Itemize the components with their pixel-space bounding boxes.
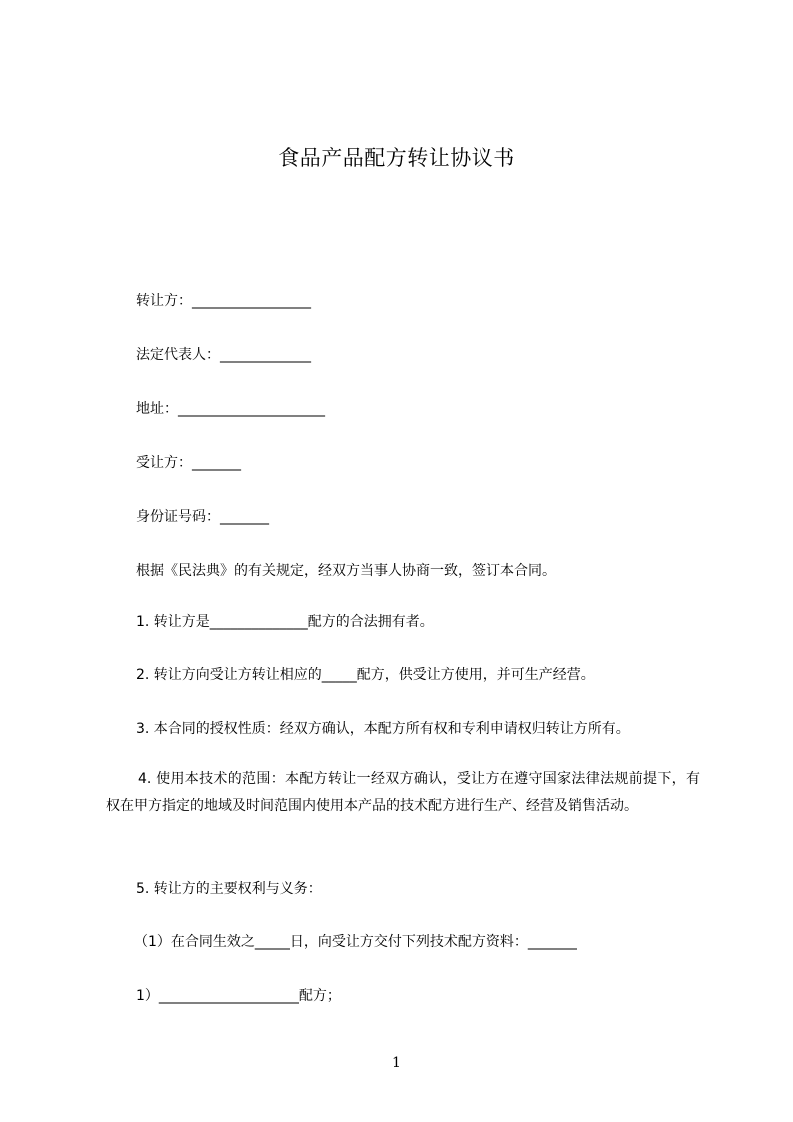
page-number: 1 bbox=[392, 1055, 401, 1071]
clause-5: 5. 转让方的主要权利与义务： bbox=[136, 881, 322, 897]
transferor-line: 转让方：_________________ bbox=[136, 293, 311, 309]
clause-5-1-1: 1）____________________配方； bbox=[136, 988, 341, 1004]
clause-1: 1. 转让方是______________配方的合法拥有者。 bbox=[136, 614, 434, 630]
id-number-line: 身份证号码：_______ bbox=[136, 509, 269, 525]
address-line: 地址：_____________________ bbox=[136, 401, 325, 417]
legal-representative-line: 法定代表人：_____________ bbox=[136, 347, 311, 363]
clause-5-1: （1）在合同生效之_____日，向受让方交付下列技术配方资料：_______ bbox=[134, 934, 577, 950]
preamble-paragraph: 根据《民法典》的有关规定，经双方当事人协商一致，签订本合同。 bbox=[136, 563, 556, 579]
document-title: 食品产品配方转让协议书 bbox=[278, 146, 515, 170]
clause-2: 2. 转让方向受让方转让相应的_____配方，供受让方使用，并可生产经营。 bbox=[136, 667, 595, 683]
clause-3: 3. 本合同的授权性质：经双方确认，本配方所有权和专利申请权归转让方所有。 bbox=[136, 721, 630, 737]
transferee-line: 受让方：_______ bbox=[136, 455, 241, 471]
clause-4: 4. 使用本技术的范围：本配方转让一经双方确认，受让方在遵守国家法律法规前提下，有权在甲方指定的地域及时间范围内使用本产品的技术配方进行生产、经营及销售活动。 bbox=[106, 771, 700, 814]
